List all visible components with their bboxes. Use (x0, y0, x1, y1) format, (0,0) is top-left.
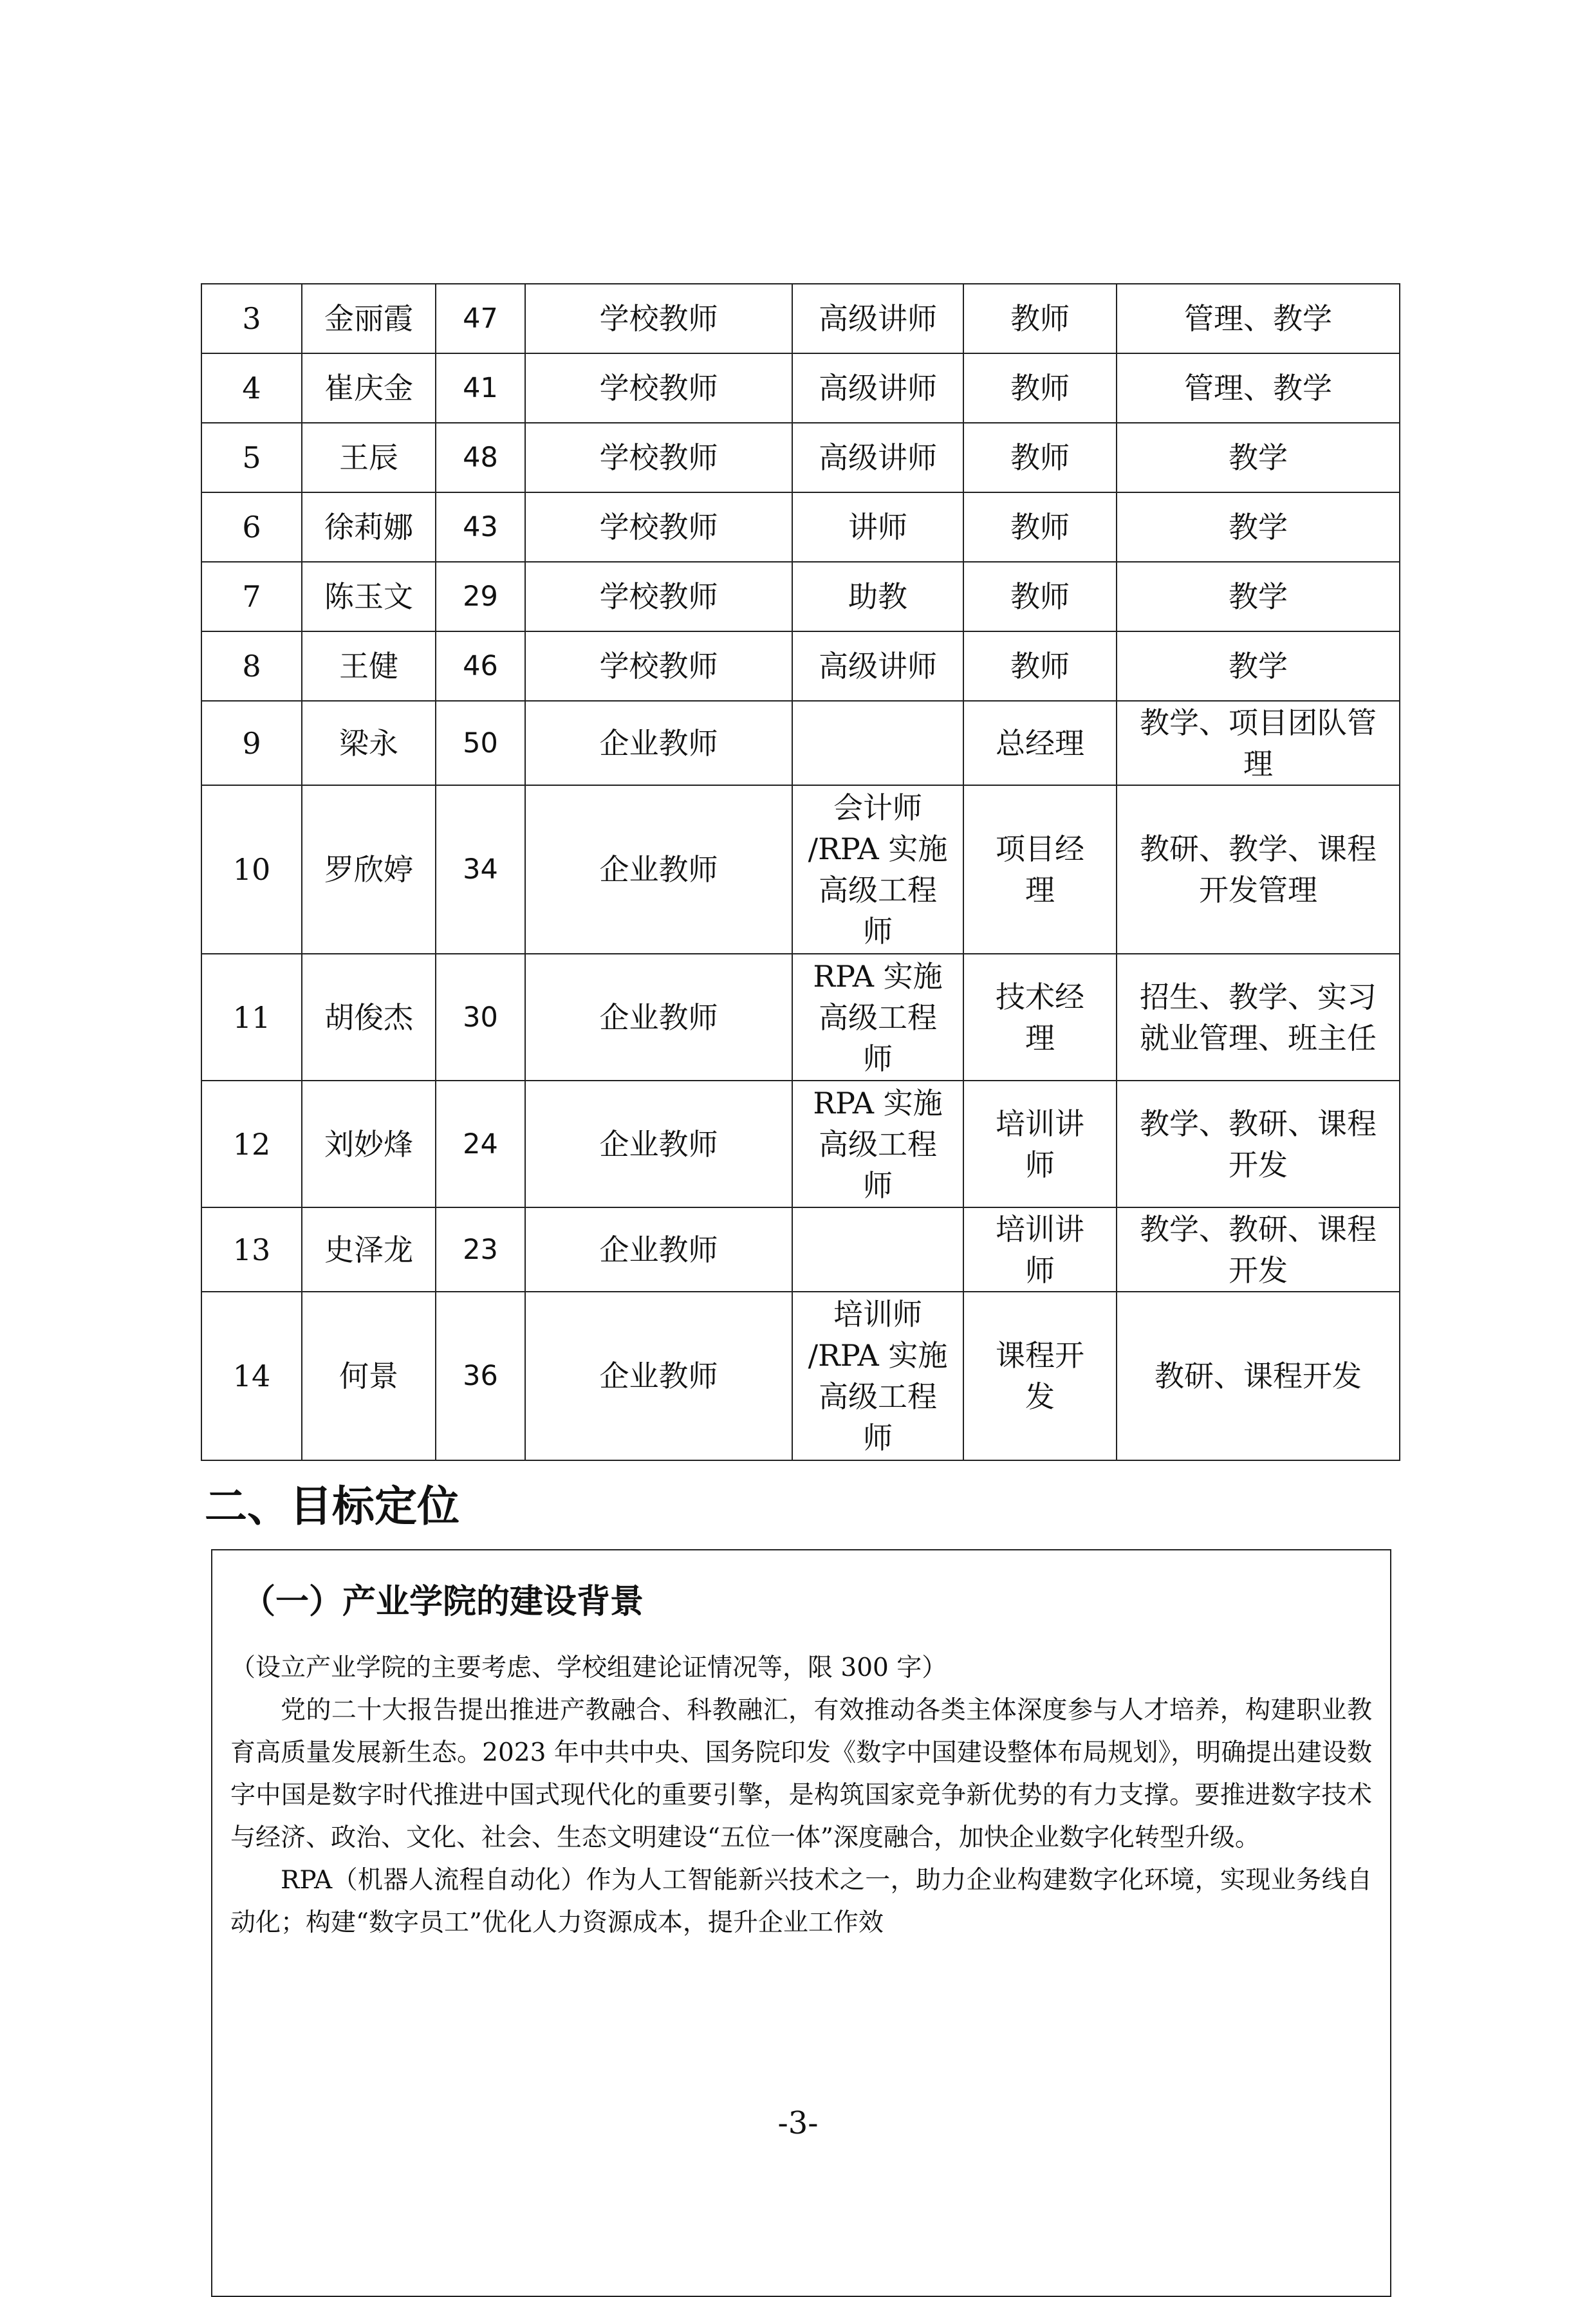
cell-line: 教学 (1229, 579, 1288, 614)
age-cell: 46 (436, 631, 525, 701)
cell-line: 会计师 (833, 790, 922, 825)
professional-title-cell (792, 701, 963, 785)
cell-line: RPA 实施 (813, 958, 943, 994)
cell-line: 课程开 (996, 1338, 1084, 1373)
table-row (201, 423, 1400, 492)
position-cell (963, 1292, 1117, 1460)
professional-title-cell (792, 785, 963, 954)
cell-line: 师 (1025, 1147, 1055, 1182)
name-cell: 崔庆金 (302, 353, 436, 423)
row-number-cell: 6 (201, 492, 302, 562)
table-row (201, 562, 1400, 631)
table-row (201, 1292, 1400, 1460)
cell-line: 教学、项目团队管 (1140, 705, 1377, 740)
cell-line: 高级讲师 (819, 649, 937, 684)
table-row (201, 954, 1400, 1081)
cell-line: 项目经 (996, 832, 1084, 866)
professional-title-cell (792, 631, 963, 701)
table-row (201, 492, 1400, 562)
box-note: （设立产业学院的主要考虑、学校组建论证情况等，限 300 字） (230, 1653, 947, 1682)
name-cell: 金丽霞 (302, 284, 436, 353)
cell-line: 师 (863, 1167, 893, 1203)
position-cell (963, 701, 1117, 785)
cell-line: 管理、教学 (1184, 371, 1332, 405)
cell-line: 培训讲 (996, 1211, 1084, 1247)
age-cell: 43 (436, 492, 525, 562)
cell-line: 发 (1025, 1379, 1055, 1414)
duty-cell (1117, 701, 1400, 785)
name-cell: 王健 (302, 631, 436, 701)
professional-title-cell (792, 562, 963, 631)
page-number: -3- (777, 2105, 819, 2141)
cell-line: 助教 (848, 579, 907, 614)
teacher-type-cell: 企业教师 (525, 1292, 792, 1460)
row-number-cell: 10 (201, 785, 302, 954)
row-number-cell: 13 (201, 1207, 302, 1292)
cell-line: 高级讲师 (819, 371, 937, 405)
row-number-cell: 4 (201, 353, 302, 423)
table-row (201, 785, 1400, 954)
duty-cell (1117, 1292, 1400, 1460)
section-heading: 二、目标定位 (205, 1482, 459, 1531)
duty-cell (1117, 492, 1400, 562)
table-row (201, 631, 1400, 701)
cell-line: 师 (863, 1041, 893, 1076)
row-number-cell: 7 (201, 562, 302, 631)
cell-line: 培训师 (833, 1297, 922, 1332)
name-cell: 刘妙烽 (302, 1081, 436, 1207)
cell-line: 高级工程 (819, 873, 937, 907)
duty-cell (1117, 785, 1400, 954)
cell-line: 理 (1025, 1020, 1055, 1056)
table-row (201, 1081, 1400, 1207)
row-number-cell: 11 (201, 954, 302, 1081)
duty-cell (1117, 1081, 1400, 1207)
name-cell: 何景 (302, 1292, 436, 1460)
name-cell: 罗欣婷 (302, 785, 436, 954)
cell-line: 教师 (1010, 301, 1070, 336)
teacher-type-cell: 企业教师 (525, 701, 792, 785)
duty-cell (1117, 954, 1400, 1081)
teacher-type-cell: 学校教师 (525, 562, 792, 631)
teacher-type-cell: 学校教师 (525, 284, 792, 353)
cell-line: 招生、教学、实习 (1140, 979, 1377, 1014)
teacher-type-cell: 学校教师 (525, 492, 792, 562)
position-cell (963, 353, 1117, 423)
teacher-type-cell: 学校教师 (525, 631, 792, 701)
row-number-cell: 9 (201, 701, 302, 785)
age-cell: 47 (436, 284, 525, 353)
position-cell (963, 1081, 1117, 1207)
age-cell: 50 (436, 701, 525, 785)
cell-line: 教师 (1010, 649, 1070, 684)
box-paragraph: RPA（机器人流程自动化）作为人工智能新兴技术之一，助力企业构建数字化环境，实现业务线自动化；构建“数字员工”优化人力资源成本，提升企业工作效 (230, 1866, 1372, 1937)
age-cell: 41 (436, 353, 525, 423)
cell-line: 培训讲 (996, 1106, 1084, 1141)
table-row (201, 353, 1400, 423)
table-row (201, 701, 1400, 785)
row-number-cell: 12 (201, 1081, 302, 1207)
cell-line: 高级工程 (819, 1000, 937, 1035)
position-cell (963, 785, 1117, 954)
position-cell (963, 631, 1117, 701)
row-number-cell: 3 (201, 284, 302, 353)
box-title: （一）产业学院的建设背景 (242, 1583, 644, 1621)
teacher-type-cell: 企业教师 (525, 1207, 792, 1292)
cell-line: 总经理 (996, 725, 1084, 761)
position-cell (963, 492, 1117, 562)
professional-title-cell (792, 353, 963, 423)
cell-line: 教研、课程开发 (1155, 1359, 1362, 1393)
professional-title-cell (792, 492, 963, 562)
duty-cell (1117, 1207, 1400, 1292)
age-cell: 36 (436, 1292, 525, 1460)
cell-line: 就业管理、班主任 (1140, 1020, 1377, 1056)
age-cell: 48 (436, 423, 525, 492)
name-cell: 梁永 (302, 701, 436, 785)
cell-line: 师 (863, 1420, 893, 1455)
name-cell: 徐莉娜 (302, 492, 436, 562)
staff-table (201, 283, 1400, 1461)
teacher-type-cell: 企业教师 (525, 954, 792, 1081)
position-cell (963, 954, 1117, 1081)
age-cell: 29 (436, 562, 525, 631)
box-paragraph: 党的二十大报告提出推进产教融合、科教融汇，有效推动各类主体深度参与人才培养，构建职业教育高质量发展新生态。2023 年中共中央、国务院印发《数字中国建设整体布局规划》，明确提出建设数字中国是数字时代推进中国式现代化的重要引擎，是构筑国家竞争新优势的有力支撑。要推进数字技术与经济、政治、文化、社会、生态文明建设“五位一体”深度融合，加快企业数字化转型升级。 (230, 1696, 1372, 1852)
age-cell: 24 (436, 1081, 525, 1207)
professional-title-cell (792, 423, 963, 492)
cell-line: 开发管理 (1199, 873, 1317, 907)
cell-line: 技术经 (996, 979, 1084, 1014)
duty-cell (1117, 631, 1400, 701)
position-cell (963, 1207, 1117, 1292)
teacher-type-cell: 企业教师 (525, 785, 792, 954)
cell-line: 教师 (1010, 371, 1070, 405)
table-row (201, 284, 1400, 353)
teacher-type-cell: 企业教师 (525, 1081, 792, 1207)
teacher-type-cell: 学校教师 (525, 353, 792, 423)
professional-title-cell (792, 284, 963, 353)
duty-cell (1117, 423, 1400, 492)
cell-line: 教学、教研、课程 (1140, 1211, 1377, 1247)
cell-line: 理 (1025, 873, 1055, 907)
cell-line: 讲师 (848, 510, 907, 544)
row-number-cell: 5 (201, 423, 302, 492)
professional-title-cell (792, 1081, 963, 1207)
cell-line: /RPA 实施 (808, 832, 948, 866)
position-cell (963, 284, 1117, 353)
position-cell (963, 562, 1117, 631)
row-number-cell: 14 (201, 1292, 302, 1460)
name-cell: 王辰 (302, 423, 436, 492)
cell-line: 教师 (1010, 440, 1070, 475)
professional-title-cell (792, 1292, 963, 1460)
professional-title-cell (792, 1207, 963, 1292)
cell-line: 师 (863, 914, 893, 949)
duty-cell (1117, 284, 1400, 353)
cell-line: 高级工程 (819, 1379, 937, 1414)
cell-line: 理 (1243, 746, 1273, 781)
position-cell (963, 423, 1117, 492)
cell-line: 教学 (1229, 440, 1288, 475)
cell-line: 开发 (1229, 1252, 1288, 1288)
cell-line: 高级工程 (819, 1126, 937, 1162)
cell-line: 高级讲师 (819, 301, 937, 336)
cell-line: 教研、教学、课程 (1140, 832, 1377, 866)
age-cell: 23 (436, 1207, 525, 1292)
construction-background-box (211, 1549, 1391, 2297)
cell-line: 教学 (1229, 510, 1288, 544)
cell-line: 高级讲师 (819, 440, 937, 475)
age-cell: 34 (436, 785, 525, 954)
staff-table-body (201, 284, 1400, 1460)
cell-line: 教师 (1010, 579, 1070, 614)
cell-line: 管理、教学 (1184, 301, 1332, 336)
cell-line: RPA 实施 (813, 1085, 943, 1121)
professional-title-cell (792, 954, 963, 1081)
row-number-cell: 8 (201, 631, 302, 701)
cell-line: 教学、教研、课程 (1140, 1106, 1377, 1141)
cell-line: 教学 (1229, 649, 1288, 684)
name-cell: 陈玉文 (302, 562, 436, 631)
age-cell: 30 (436, 954, 525, 1081)
name-cell: 史泽龙 (302, 1207, 436, 1292)
duty-cell (1117, 562, 1400, 631)
cell-line: 师 (1025, 1252, 1055, 1288)
teacher-type-cell: 学校教师 (525, 423, 792, 492)
cell-line: 教师 (1010, 510, 1070, 544)
cell-line: 开发 (1229, 1147, 1288, 1182)
cell-line: /RPA 实施 (808, 1338, 948, 1373)
duty-cell (1117, 353, 1400, 423)
table-row (201, 1207, 1400, 1292)
name-cell: 胡俊杰 (302, 954, 436, 1081)
